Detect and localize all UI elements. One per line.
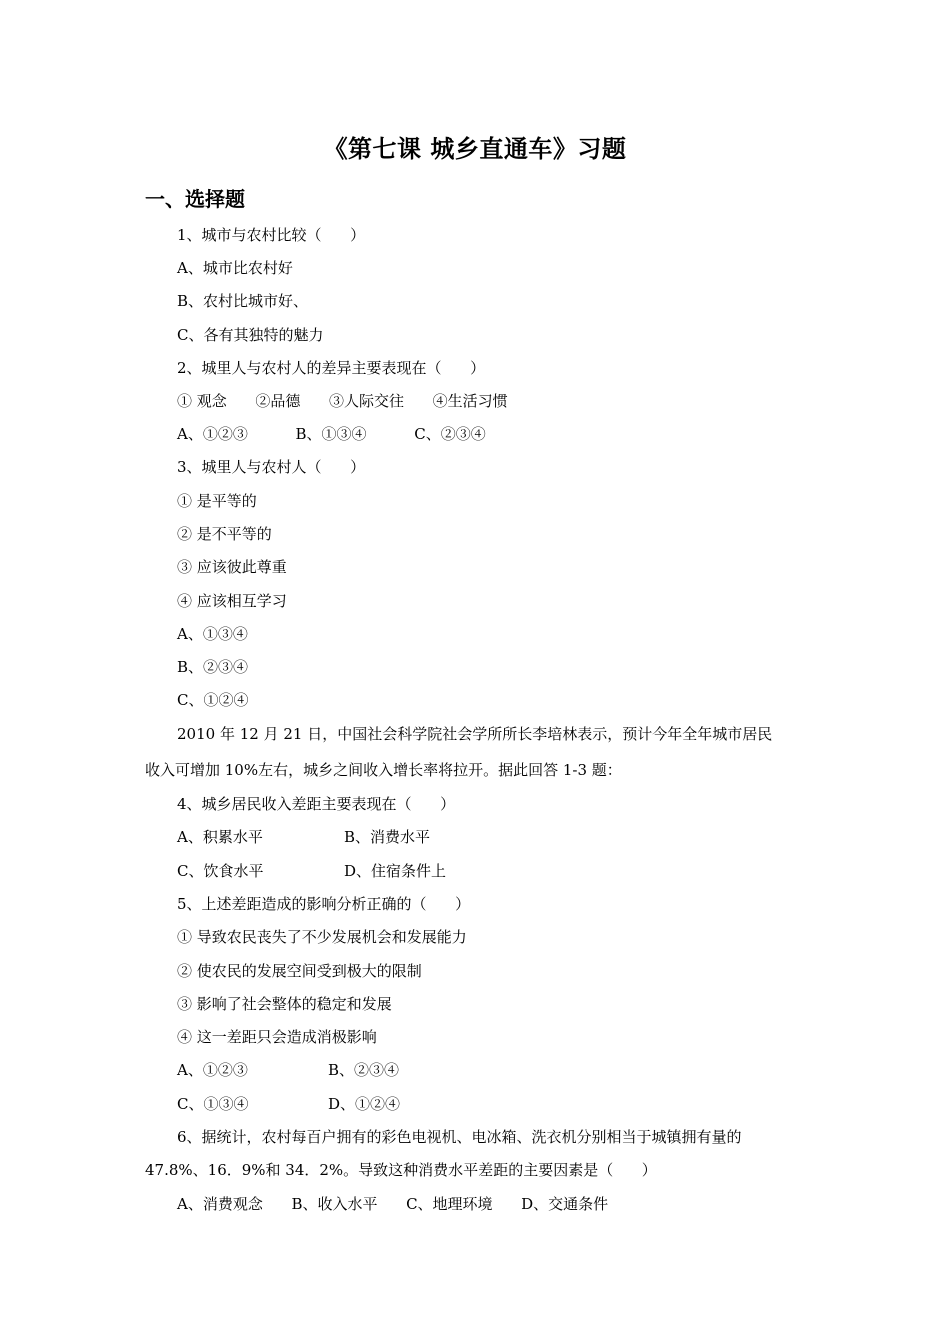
question-4-option-b: B、消费水平: [344, 828, 431, 846]
question-5-item-4: ④ 这一差距只会造成消极影响: [177, 1028, 377, 1046]
question-6-stem-line-2: 47.8%、16．9%和 34．2%。导致这种消费水平差距的主要因素是（ ）: [145, 1161, 657, 1179]
question-1-option-a: A、城市比农村好: [177, 259, 293, 277]
section-heading: 一、选择题: [145, 187, 245, 211]
question-3-option-b: B、②③④: [177, 658, 249, 676]
question-3-item-2: ② 是不平等的: [177, 525, 272, 543]
question-4-option-a: A、积累水平: [177, 828, 263, 846]
question-5-option-a: A、①②③: [177, 1061, 248, 1079]
question-3-item-4: ④ 应该相互学习: [177, 592, 287, 610]
question-4-option-c: C、饮食水平: [177, 862, 264, 880]
question-3-option-c: C、①②④: [177, 691, 249, 709]
page-title: 《第七课 城乡直通车》习题: [323, 135, 627, 163]
question-1-stem: 1、城市与农村比较（ ）: [177, 226, 366, 244]
passage-line-2: 收入可增加 10%左右，城乡之间收入增长率将拉开。据此回答 1-3 题：: [145, 761, 622, 779]
question-5-option-b: B、②③④: [328, 1061, 400, 1079]
question-5-item-2: ② 使农民的发展空间受到极大的限制: [177, 962, 422, 980]
question-5-stem: 5、上述差距造成的影响分析正确的（ ）: [177, 895, 471, 913]
passage-line-1: 2010 年 12 月 21 日，中国社会科学院社会学所所长李培林表示，预计今年全年城市居民: [177, 725, 773, 743]
question-3-option-a: A、①③④: [177, 625, 248, 643]
question-2-options: A、①②③ B、①③④ C、②③④: [177, 425, 486, 443]
question-6-options: A、消费观念 B、收入水平 C、地理环境 D、交通条件: [177, 1195, 609, 1213]
question-1-option-c: C、各有其独特的魅力: [177, 326, 324, 344]
question-1-option-b: B、农村比城市好、: [177, 292, 309, 310]
question-4-option-d: D、住宿条件上: [344, 862, 447, 880]
question-3-item-1: ① 是平等的: [177, 492, 257, 510]
question-3-stem: 3、城里人与农村人（ ）: [177, 458, 366, 476]
question-2-items: ① 观念 ②品德 ③人际交往 ④生活习惯: [177, 392, 508, 410]
question-5-option-d: D、①②④: [328, 1095, 401, 1113]
question-2-stem: 2、城里人与农村人的差异主要表现在（ ）: [177, 359, 486, 377]
question-6-stem-line-1: 6、据统计，农村每百户拥有的彩色电视机、电冰箱、洗衣机分别相当于城镇拥有量的: [177, 1128, 742, 1146]
question-4-stem: 4、城乡居民收入差距主要表现在（ ）: [177, 795, 456, 813]
question-5-item-3: ③ 影响了社会整体的稳定和发展: [177, 995, 392, 1013]
question-5-option-c: C、①③④: [177, 1095, 249, 1113]
question-3-item-3: ③ 应该彼此尊重: [177, 558, 287, 576]
question-5-item-1: ① 导致农民丧失了不少发展机会和发展能力: [177, 928, 467, 946]
